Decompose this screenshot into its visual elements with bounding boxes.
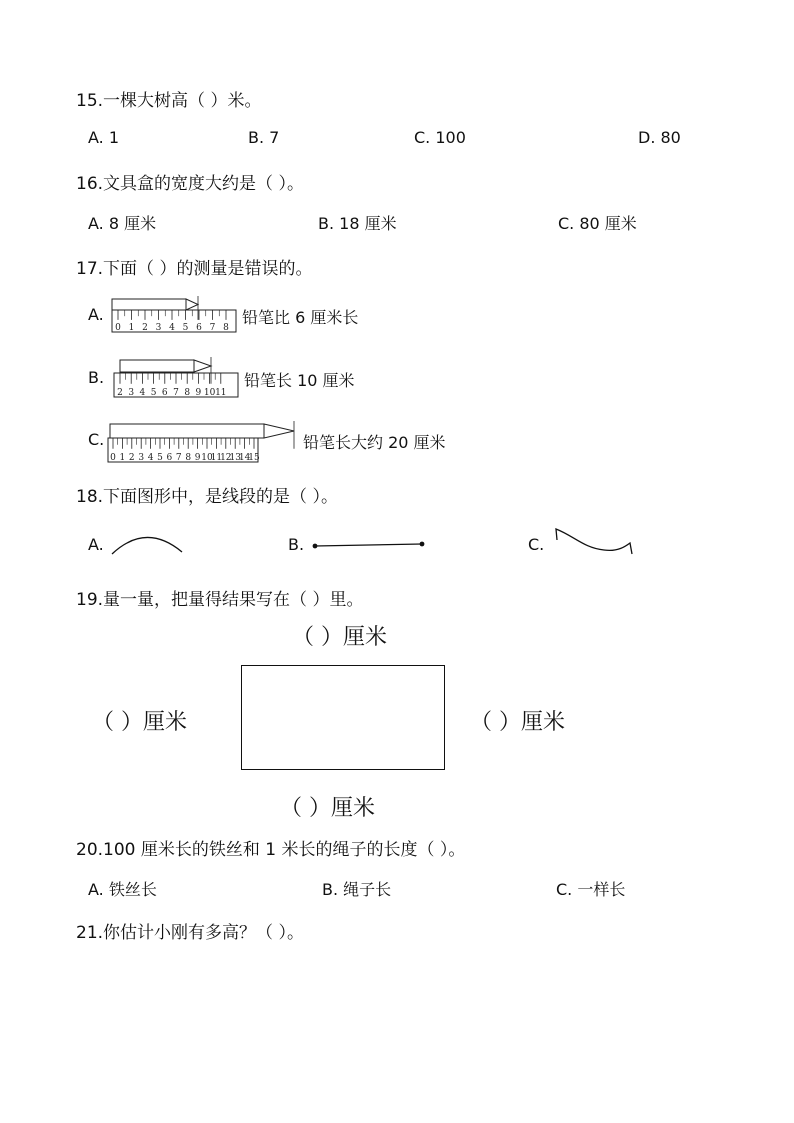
ruler-tick-label: 7	[209, 323, 216, 333]
ruler-tick-label: 0	[115, 323, 121, 333]
rect-top-answer[interactable]: （ ）厘米	[292, 625, 387, 650]
rect-bottom-answer[interactable]: （ ）厘米	[280, 796, 375, 821]
ruler-tick-label: 0	[110, 453, 116, 463]
q17-ruler-c	[106, 420, 306, 466]
ruler-tick-label: 2	[117, 388, 123, 398]
q15-option-b[interactable]: B. 7	[248, 128, 280, 147]
q17-option-b-caption: 铅笔长 10 厘米	[244, 371, 355, 390]
ruler-tick-label: 10	[201, 453, 213, 463]
q20-option-a[interactable]: A. 铁丝长	[88, 880, 157, 899]
question-19: 19.量一量，把量得结果写在（ ）里。	[76, 590, 364, 610]
ruler-tick-label: 4	[139, 388, 146, 398]
ruler-tick-label: 4	[147, 453, 154, 463]
q17-option-c-caption: 铅笔长大约 20 厘米	[303, 433, 446, 452]
ruler-tick-label: 6	[161, 388, 168, 398]
ruler-tick-label: 6	[166, 453, 173, 463]
question-20: 20.100 厘米长的铁丝和 1 米长的绳子的长度（ ）。	[76, 840, 466, 860]
ruler-tick-label: 2	[142, 323, 148, 333]
q17-option-a-caption: 铅笔比 6 厘米长	[242, 308, 359, 327]
q15-option-d[interactable]: D. 80	[638, 128, 681, 147]
ruler-tick-label: 2	[128, 453, 135, 463]
question-18: 18.下面图形中，是线段的是（ ）。	[76, 487, 338, 507]
q17-option-b-label[interactable]: B.	[88, 368, 105, 387]
ruler-tick-label: 7	[175, 453, 182, 463]
ruler-tick-label: 8	[223, 323, 229, 333]
ruler-tick-label: 5	[157, 453, 163, 463]
ruler-tick-label: 1	[128, 323, 135, 333]
wavy-shape-c	[554, 526, 638, 558]
ruler-tick-label: 3	[138, 453, 145, 463]
curve-shape-a	[110, 530, 186, 558]
ruler-tick-label: 3	[155, 323, 162, 333]
question-15: 15.一棵大树高（ ）米。	[76, 91, 262, 111]
q20-option-c[interactable]: C. 一样长	[556, 880, 626, 899]
q15-option-c[interactable]: C. 100	[414, 128, 466, 147]
q18-option-c-label[interactable]: C.	[528, 535, 545, 554]
ruler-tick-label: 14	[238, 453, 251, 463]
ruler-tick-label: 9	[195, 388, 202, 398]
rect-right-answer[interactable]: （ ）厘米	[470, 710, 565, 735]
ruler-tick-label: 11	[215, 388, 227, 398]
q17-ruler-a	[110, 296, 240, 336]
q16-option-c[interactable]: C. 80 厘米	[558, 214, 637, 233]
ruler-tick-label: 10	[203, 388, 216, 398]
q17-option-c-label[interactable]: C.	[88, 430, 105, 449]
q16-option-a[interactable]: A. 8 厘米	[88, 214, 157, 233]
line-segment-b	[310, 538, 430, 552]
ruler-tick-label: 5	[182, 323, 189, 333]
ruler-tick-label: 15	[248, 453, 260, 463]
ruler-tick-label: 11	[210, 453, 223, 463]
ruler-tick-label: 13	[229, 453, 241, 463]
ruler-tick-label: 8	[184, 388, 191, 398]
ruler-tick-label: 9	[194, 453, 201, 463]
ruler-tick-label: 12	[220, 453, 232, 463]
ruler-tick-label: 7	[173, 388, 179, 398]
question-16: 16.文具盒的宽度大约是（ ）。	[76, 174, 304, 194]
question-21: 21.你估计小刚有多高？（ ）。	[76, 923, 304, 943]
q20-option-b[interactable]: B. 绳子长	[322, 880, 392, 899]
ruler-tick-label: 5	[150, 388, 157, 398]
q18-option-a-label[interactable]: A.	[88, 535, 104, 554]
q18-option-b-label[interactable]: B.	[288, 535, 305, 554]
ruler-tick-label: 3	[128, 388, 135, 398]
measure-rectangle	[241, 665, 445, 770]
rect-left-answer[interactable]: （ ）厘米	[92, 710, 187, 735]
ruler-tick-label: 1	[119, 453, 126, 463]
ruler-tick-label: 4	[169, 323, 175, 333]
question-17: 17.下面（ ）的测量是错误的。	[76, 259, 313, 279]
q15-option-a[interactable]: A. 1	[88, 128, 120, 147]
q17-ruler-b	[112, 356, 242, 400]
ruler-tick-label: 6	[196, 323, 202, 333]
ruler-tick-label: 8	[185, 453, 192, 463]
q16-option-b[interactable]: B. 18 厘米	[318, 214, 397, 233]
q17-option-a-label[interactable]: A.	[88, 305, 104, 324]
